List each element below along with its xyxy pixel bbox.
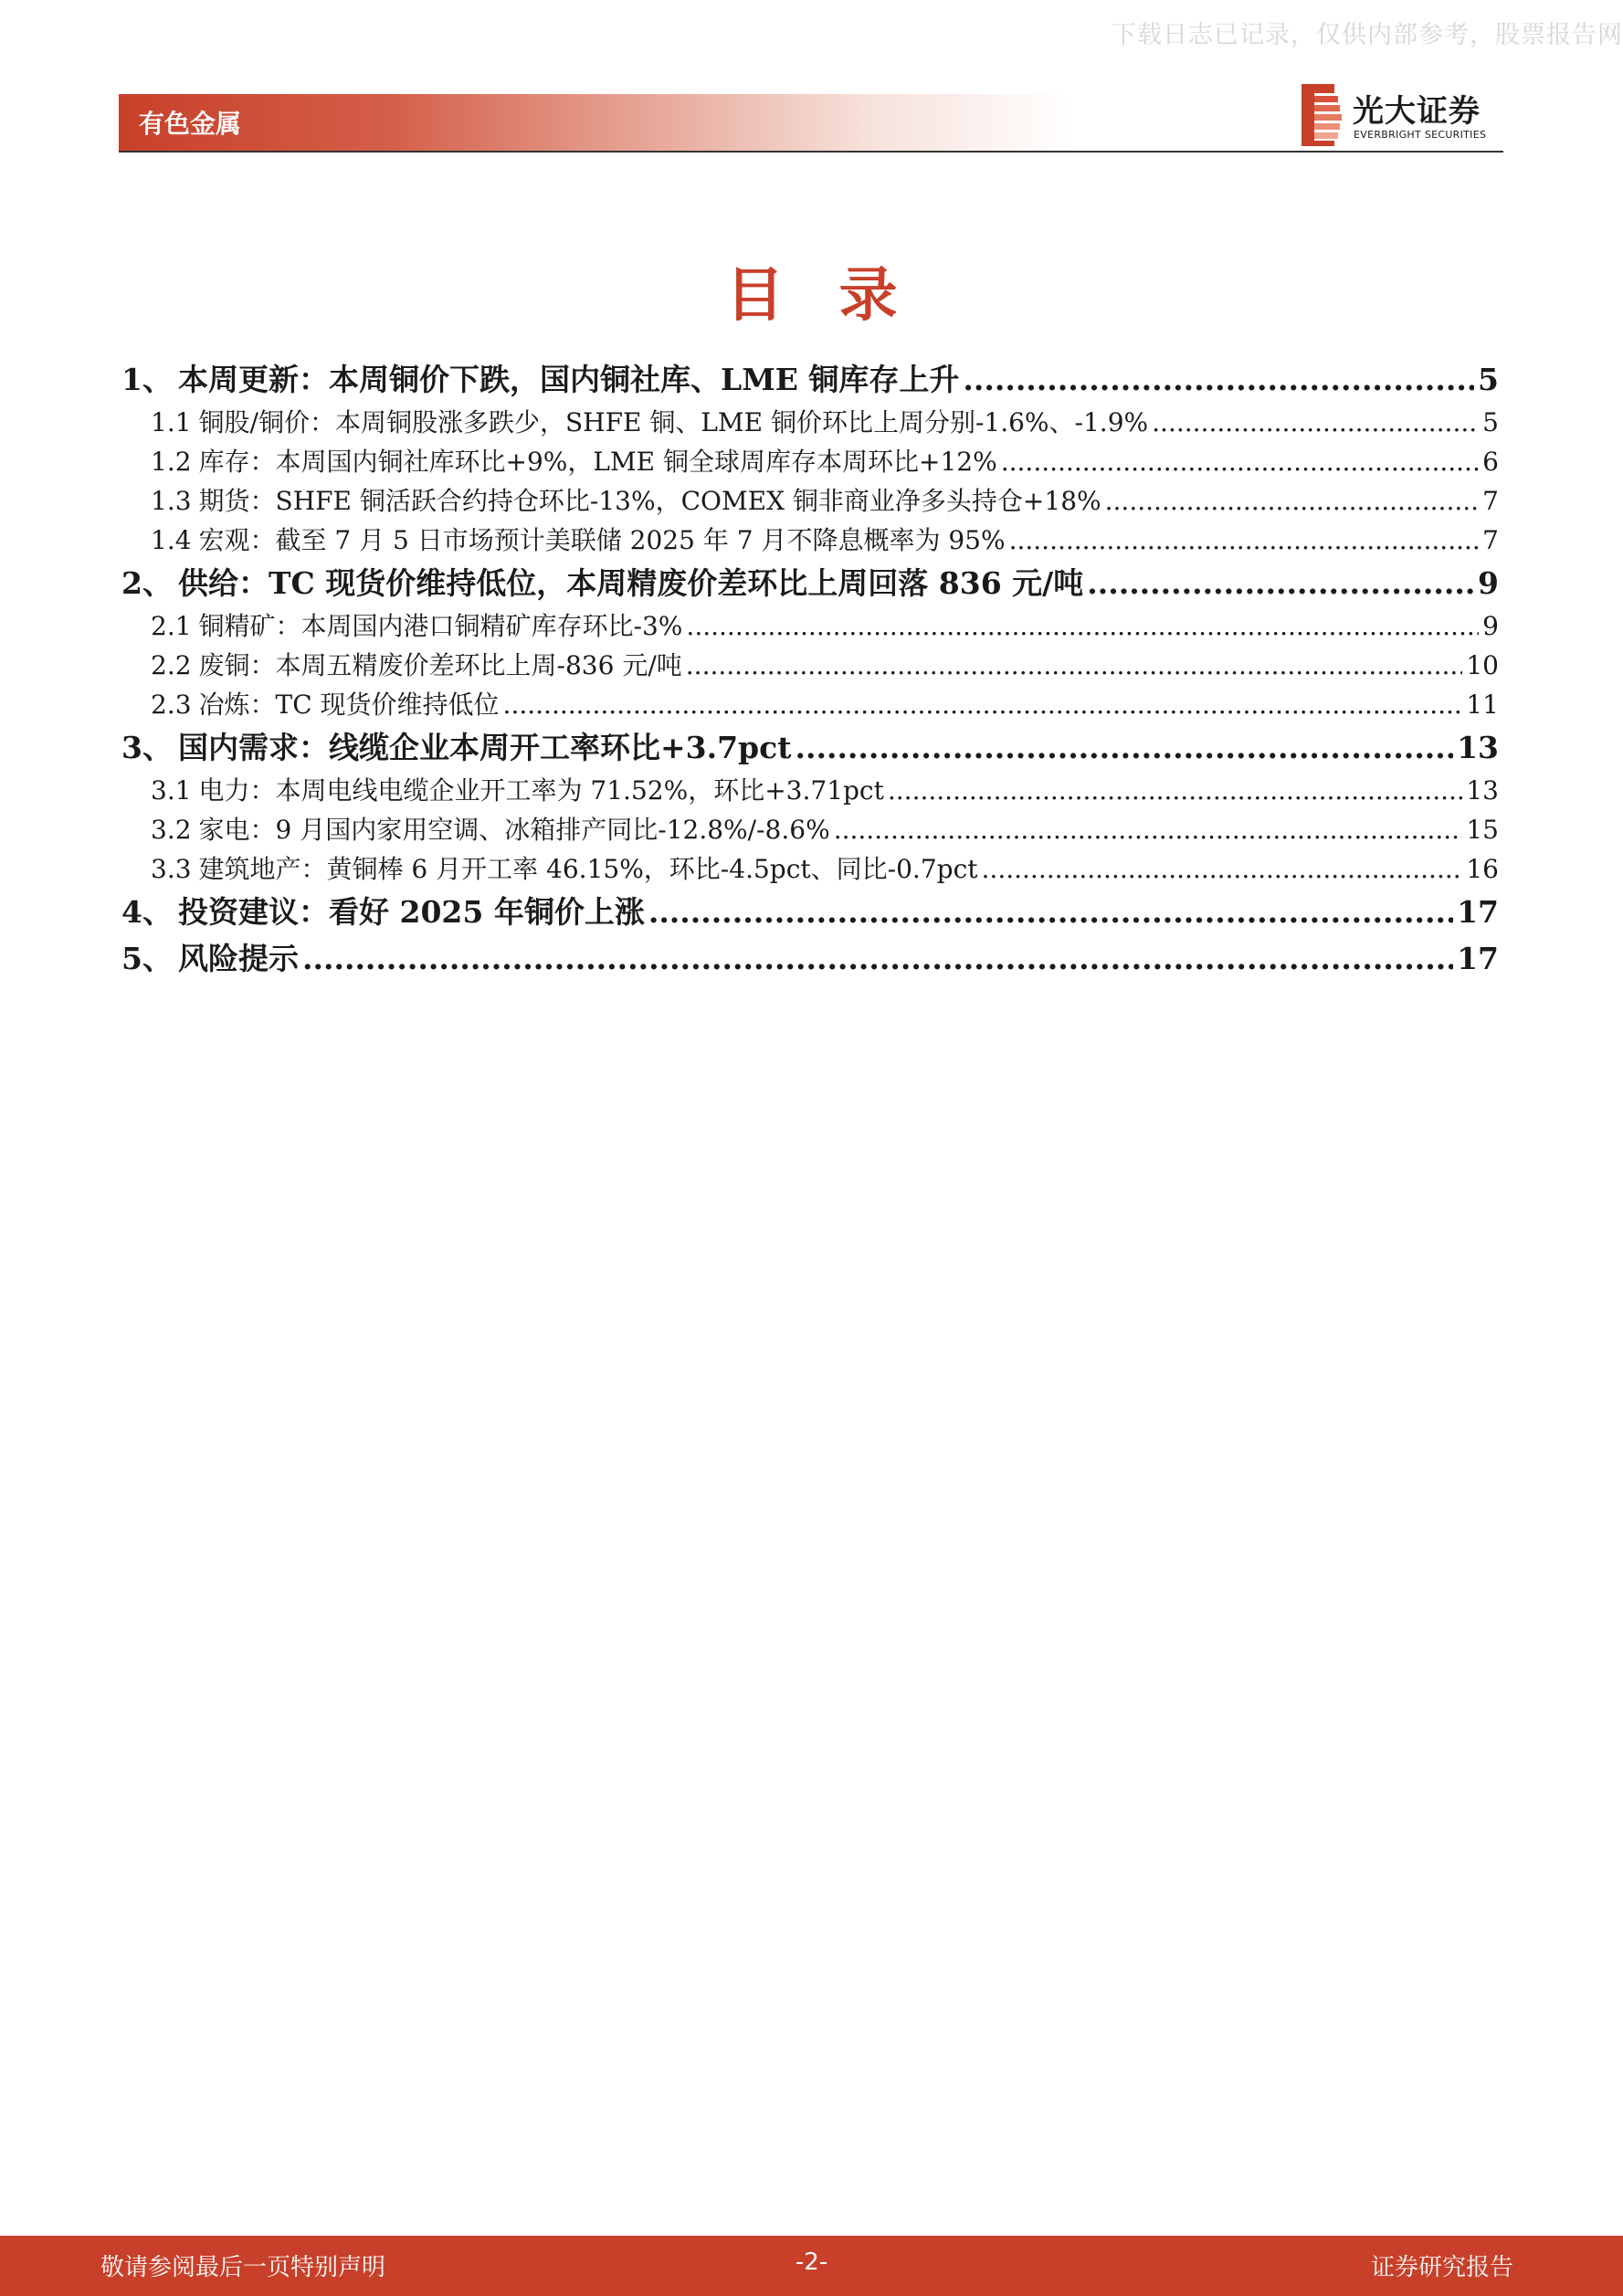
toc-entry-page: 9 [1482, 611, 1499, 641]
toc-section-entry[interactable] [121, 403, 1499, 442]
toc-entry-number: 3.1 [151, 775, 192, 806]
header-divider [119, 151, 1503, 153]
toc-entry-title: 供给：TC 现货价维持低位，本周精废价差环比上周回落 836 元/吨 [178, 565, 1084, 601]
toc-entry-number: 3.2 [151, 815, 192, 845]
toc-chapter-entry[interactable] [121, 356, 1499, 403]
footer-report-type: 证券研究报告 [1370, 2254, 1513, 2281]
toc-entry-title: 废铜：本周五精废价差环比上周-836 元/吨 [198, 650, 682, 680]
toc-title: 目录 [725, 262, 953, 330]
toc-entry-number: 2.3 [151, 690, 192, 720]
toc-dot-leader [648, 889, 1453, 935]
footer-disclaimer: 敬请参阅最后一页特别声明 [100, 2254, 386, 2281]
toc-section-entry[interactable] [121, 442, 1499, 481]
toc-entry-number: 5、 [121, 941, 173, 976]
toc-entry-page: 7 [1482, 486, 1499, 516]
toc-entry-title: 宏观：截至 7 月 5 日市场预计美联储 2025 年 7 月不降息概率为 95% [198, 525, 1006, 555]
toc-section-entry[interactable] [121, 521, 1499, 560]
toc-section-entry[interactable] [121, 849, 1499, 889]
toc-dot-leader [795, 724, 1453, 771]
toc-section-entry[interactable] [121, 606, 1499, 646]
toc-entry-title: 风险提示 [178, 941, 299, 976]
toc-entry-number: 3、 [121, 730, 173, 765]
toc-entry-title: 期货：SHFE 铜活跃合约持仓环比-13%，COMEX 铜非商业净多头持仓+18% [198, 486, 1101, 516]
toc-entry-title: 建筑地产：黄铜棒 6 月开工率 46.15%，环比-4.5pct、同比-0.7pct [198, 854, 978, 884]
toc-entry-title: 国内需求：线缆企业本周开工率环比+3.7pct [178, 730, 792, 765]
toc-dot-leader [1087, 560, 1474, 606]
toc-section-entry[interactable] [121, 481, 1499, 521]
toc-entry-page: 11 [1466, 690, 1499, 720]
toc-entry-page: 16 [1466, 854, 1499, 884]
toc-entry-page: 9 [1478, 565, 1499, 601]
toc-entry-page: 6 [1482, 447, 1499, 477]
toc-entry-number: 1.3 [151, 486, 192, 516]
toc-entry-number: 2、 [121, 565, 173, 601]
brand-logo [1302, 84, 1507, 148]
toc-entry-title: 电力：本周电线电缆企业开工率为 71.52%，环比+3.71pct [198, 775, 884, 806]
toc-entry-title: 冶炼：TC 现货价维持低位 [198, 690, 500, 720]
toc-entry-page: 5 [1482, 407, 1499, 437]
toc-chapter-entry[interactable] [121, 560, 1499, 606]
section-label: 有色金属 [139, 109, 242, 139]
toc-section-entry[interactable] [121, 646, 1499, 685]
toc-section-entry[interactable] [121, 771, 1499, 810]
toc-dot-leader [1105, 481, 1480, 521]
toc-dot-leader [686, 606, 1479, 646]
toc-dot-leader [888, 771, 1462, 810]
toc-entry-number: 4、 [121, 894, 173, 930]
logo-chinese-name: 光大证券 [1353, 93, 1481, 130]
toc-entry-page: 5 [1478, 362, 1499, 397]
toc-entry-page: 17 [1457, 894, 1499, 930]
toc-dot-leader [1152, 403, 1479, 442]
toc-entry-page: 10 [1466, 650, 1499, 680]
toc-entry-page: 7 [1482, 525, 1499, 555]
header-band [119, 94, 1073, 151]
page-number: -2- [795, 2249, 828, 2276]
toc-entry-number: 1.2 [151, 447, 192, 477]
toc-entry-title: 家电：9 月国内家用空调、冰箱排产同比-12.8%/-8.6% [198, 815, 830, 845]
toc-entry-number: 1、 [121, 362, 173, 397]
toc-entry-title: 投资建议：看好 2025 年铜价上涨 [178, 894, 645, 930]
toc-dot-leader [1009, 521, 1480, 560]
toc-entry-title: 铜精矿：本周国内港口铜精矿库存环比-3% [198, 611, 683, 641]
toc-entry-title: 库存：本周国内铜社库环比+9%，LME 铜全球周库存本周环比+12% [198, 447, 997, 477]
toc-chapter-entry[interactable] [121, 889, 1499, 935]
toc-chapter-entry[interactable] [121, 935, 1499, 982]
toc-entry-page: 15 [1466, 815, 1499, 845]
toc-entry-title: 铜股/铜价：本周铜股涨多跌少，SHFE 铜、LME 铜价环比上周分别-1.6%、-1.9% [198, 407, 1149, 437]
toc-entry-page: 13 [1466, 775, 1499, 806]
toc-entry-number: 2.1 [151, 611, 192, 641]
table-of-contents [121, 356, 1499, 982]
toc-dot-leader [834, 810, 1463, 849]
toc-entry-title: 本周更新：本周铜价下跌，国内铜社库、LME 铜库存上升 [178, 362, 960, 397]
toc-section-entry[interactable] [121, 810, 1499, 849]
toc-section-entry[interactable] [121, 685, 1499, 724]
toc-chapter-entry[interactable] [121, 724, 1499, 771]
toc-dot-leader [503, 685, 1463, 724]
toc-entry-number: 1.4 [151, 525, 192, 555]
toc-entry-page: 17 [1457, 941, 1499, 976]
toc-dot-leader [686, 646, 1463, 685]
toc-dot-leader [963, 356, 1474, 403]
toc-entry-number: 1.1 [151, 407, 192, 437]
toc-entry-number: 2.2 [151, 650, 192, 680]
everbright-logo-icon [1302, 84, 1342, 146]
toc-dot-leader [982, 849, 1463, 889]
toc-dot-leader [1001, 442, 1479, 481]
watermark-text: 下载日志已记录，仅供内部参考，股票报告网 [1112, 21, 1623, 49]
toc-dot-leader [302, 935, 1453, 982]
logo-english-name: EVERBRIGHT SECURITIES [1354, 129, 1487, 141]
toc-entry-page: 13 [1457, 730, 1499, 765]
toc-entry-number: 3.3 [151, 854, 192, 884]
